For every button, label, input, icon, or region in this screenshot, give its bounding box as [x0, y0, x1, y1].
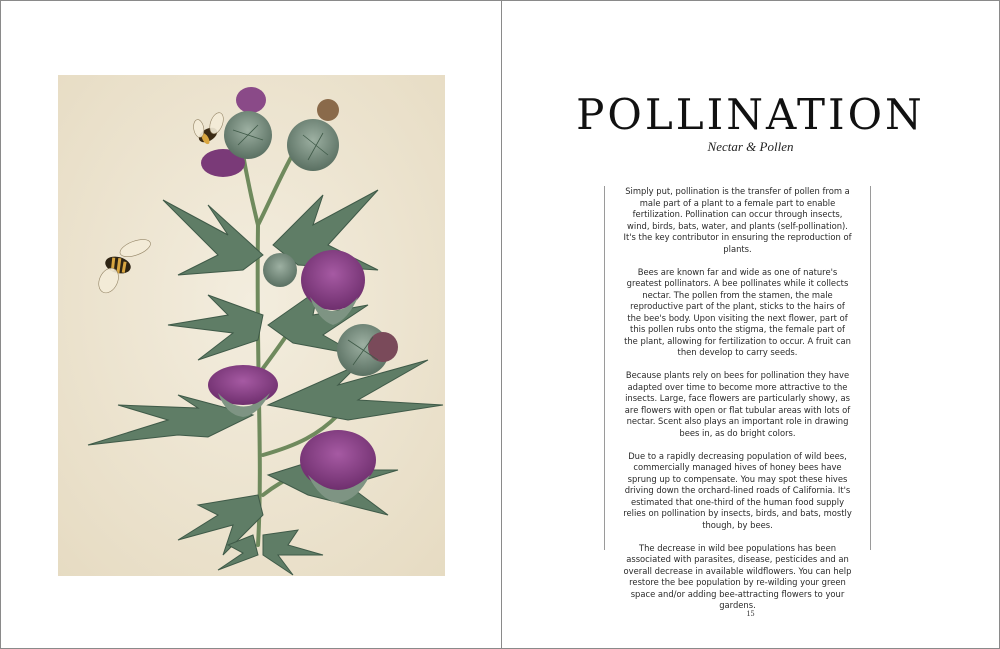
page-title: POLLINATION	[576, 90, 925, 139]
body-column	[604, 186, 871, 610]
right-page	[502, 1, 999, 648]
paragraph: Because plants rely on bees for pollination they have adapted over time to become more attractive to the insects. Large, face flowers are particularly showy, as are flowers with open or flat tubular areas with lots of nectar. Scent also plays an important role in drawing bees in, as do bright colors.	[624, 370, 851, 438]
paragraph: Due to a rapidly decreasing population of wild bees, commercially managed hives of honey bees have sprung up to compensate. You may spot these hives driving down the orchard-lined roads of California. It's estimated that one-third of the human food supply relies on pollination by insects, birds, and bats, mostly though, by bees.	[623, 450, 852, 530]
thistle-with-bees-illustration	[58, 75, 445, 576]
page-number: 15	[746, 609, 755, 618]
left-page	[1, 1, 502, 648]
paragraph: Simply put, pollination is the transfer of pollen from a male part of a plant to a female part to enable fertilization. Pollination can occur through insects, wind, birds, bats, water, and plants (self-pollination). It's the key contributor in ensuring the reproduction of plants.	[623, 186, 852, 254]
body-text	[622, 186, 853, 623]
paragraph: Bees are known far and wide as one of nature's greatest pollinators. A bee pollinates while it collects nectar. The pollen from the stamen, the male reproductive part of the plant, sticks to the hairs of the bee's body. Upon visiting the next flower, part of this pollen rubs onto the stigma, the female part of the plant, allowing for fertilization to occur. A fruit can then develop to carry seeds.	[624, 266, 851, 357]
thistle-drawing	[58, 75, 445, 576]
paragraph: The decrease in wild bee populations has been associated with parasites, disease, pesticides and an overall decrease in available wildflowers. You can help restore the bee population by re-wilding your green space and/or adding bee-attracting flowers to your gardens.	[623, 542, 852, 610]
page-subtitle: Nectar & Pollen	[707, 139, 794, 154]
